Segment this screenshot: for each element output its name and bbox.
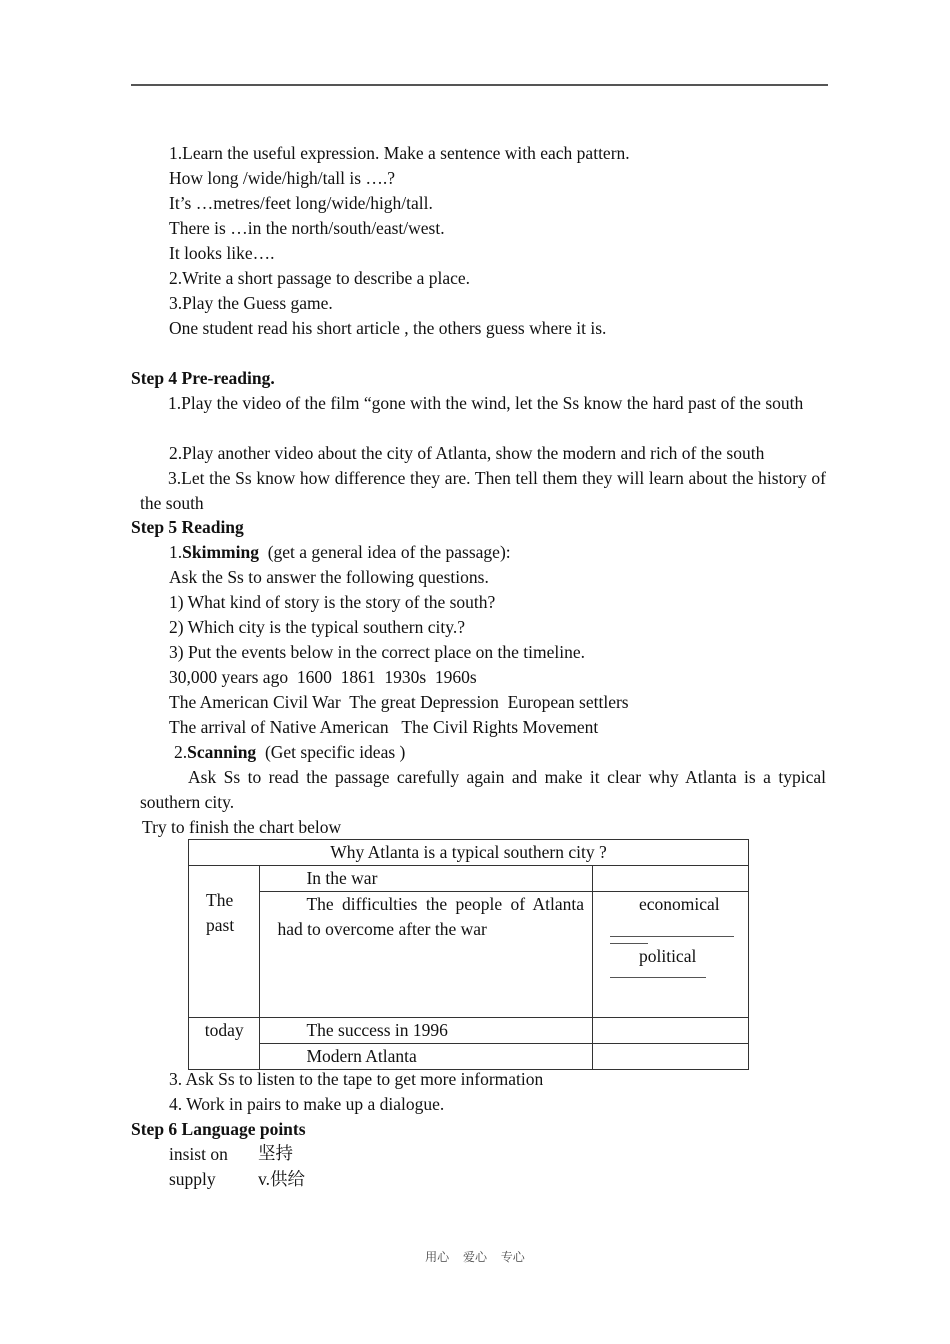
paragraph-text: 1.Play the video of the film “gone with the wind, let the Ss know the hard past of the south <box>168 393 804 413</box>
economical-blank-cont[interactable] <box>610 937 648 944</box>
item-number: 1. <box>169 542 183 562</box>
today-label: today <box>189 1018 260 1070</box>
header-rule <box>131 84 828 86</box>
success-cell: The success in 1996 <box>260 1018 593 1044</box>
text-line: 1.Learn the useful expression. Make a sentence with each pattern. <box>169 143 630 163</box>
vocab-term: insist on <box>169 1144 228 1164</box>
question-1: 1) What kind of story is the story of the south? <box>169 592 496 612</box>
economical-label: economical <box>638 894 720 914</box>
table-title: Why Atlanta is a typical southern city ? <box>189 840 749 866</box>
difficulties-cell <box>260 892 593 1018</box>
vocab-term: supply <box>169 1169 216 1189</box>
chart-intro: Try to finish the chart below <box>142 817 342 837</box>
paragraph-text: Ask Ss to read the passage carefully again and make it clear why Atlanta is a typical southern city. <box>140 767 826 812</box>
vocab-meaning: v.供给 <box>258 1169 305 1189</box>
skimming-label: Skimming <box>182 542 259 562</box>
cell-text: The difficulties the people of Atlanta had to overcome after the war <box>277 894 584 939</box>
atlanta-chart-table <box>188 839 749 1070</box>
text-line: Ask the Ss to answer the following questions. <box>169 567 489 587</box>
economical-blank[interactable] <box>610 917 734 937</box>
text-line: How long /wide/high/tall is ….? <box>169 168 396 188</box>
label-text: The past <box>206 890 235 935</box>
past-label <box>189 866 260 1018</box>
political-label: political <box>638 946 697 966</box>
text-line: 3. Ask Ss to listen to the tape to get more information <box>169 1069 544 1089</box>
question-2: 2) Which city is the typical southern city.? <box>169 617 465 637</box>
item-number: 2. <box>174 742 188 762</box>
scanning-line <box>174 740 405 765</box>
scanning-label: Scanning <box>187 742 257 762</box>
timeline-events: The arrival of Native American The Civil Rights Movement <box>169 717 599 737</box>
question-3: 3) Put the events below in the correct place on the timeline. <box>169 642 585 662</box>
political-blank[interactable] <box>610 969 706 978</box>
scanning-desc: (Get specific ideas ) <box>256 742 406 762</box>
difficulties-answer[interactable] <box>592 892 748 1018</box>
timeline-events: The American Civil War The great Depression European settlers <box>169 692 629 712</box>
vocab-meaning: 坚持 <box>258 1144 293 1164</box>
step5-heading: Step 5 Reading <box>131 517 244 537</box>
step4-heading: Step 4 Pre-reading. <box>131 368 275 388</box>
in-war-answer[interactable] <box>592 866 748 892</box>
text-line: One student read his short article , the others guess where it is. <box>169 318 607 338</box>
timeline-dates: 30,000 years ago 1600 1861 1930s 1960s <box>169 667 477 687</box>
text-line: 4. Work in pairs to make up a dialogue. <box>169 1094 445 1114</box>
scanning-paragraph <box>140 765 826 815</box>
text-line: 3.Play the Guess game. <box>169 293 333 313</box>
step4-paragraph-2: 2.Play another video about the city of Atlanta, show the modern and rich of the south <box>169 443 765 463</box>
in-war-cell: In the war <box>260 866 593 892</box>
step6-heading: Step 6 Language points <box>131 1119 306 1139</box>
text-line: It looks like…. <box>169 243 275 263</box>
step4-paragraph-1 <box>140 391 826 416</box>
text-line: 2.Write a short passage to describe a place. <box>169 268 471 288</box>
text-line: There is …in the north/south/east/west. <box>169 218 445 238</box>
page-footer: 用心 爱心 专心 <box>425 1250 525 1264</box>
skimming-line <box>169 540 511 565</box>
text-line: It’s …metres/feet long/wide/high/tall. <box>169 193 433 213</box>
step4-paragraph-3 <box>140 466 826 516</box>
paragraph-text: 3.Let the Ss know how difference they are. Then tell them they will learn about the history of the south <box>140 468 826 513</box>
modern-answer[interactable] <box>592 1044 748 1070</box>
modern-cell: Modern Atlanta <box>260 1044 593 1070</box>
skimming-desc: (get a general idea of the passage): <box>258 542 511 562</box>
success-answer[interactable] <box>592 1018 748 1044</box>
